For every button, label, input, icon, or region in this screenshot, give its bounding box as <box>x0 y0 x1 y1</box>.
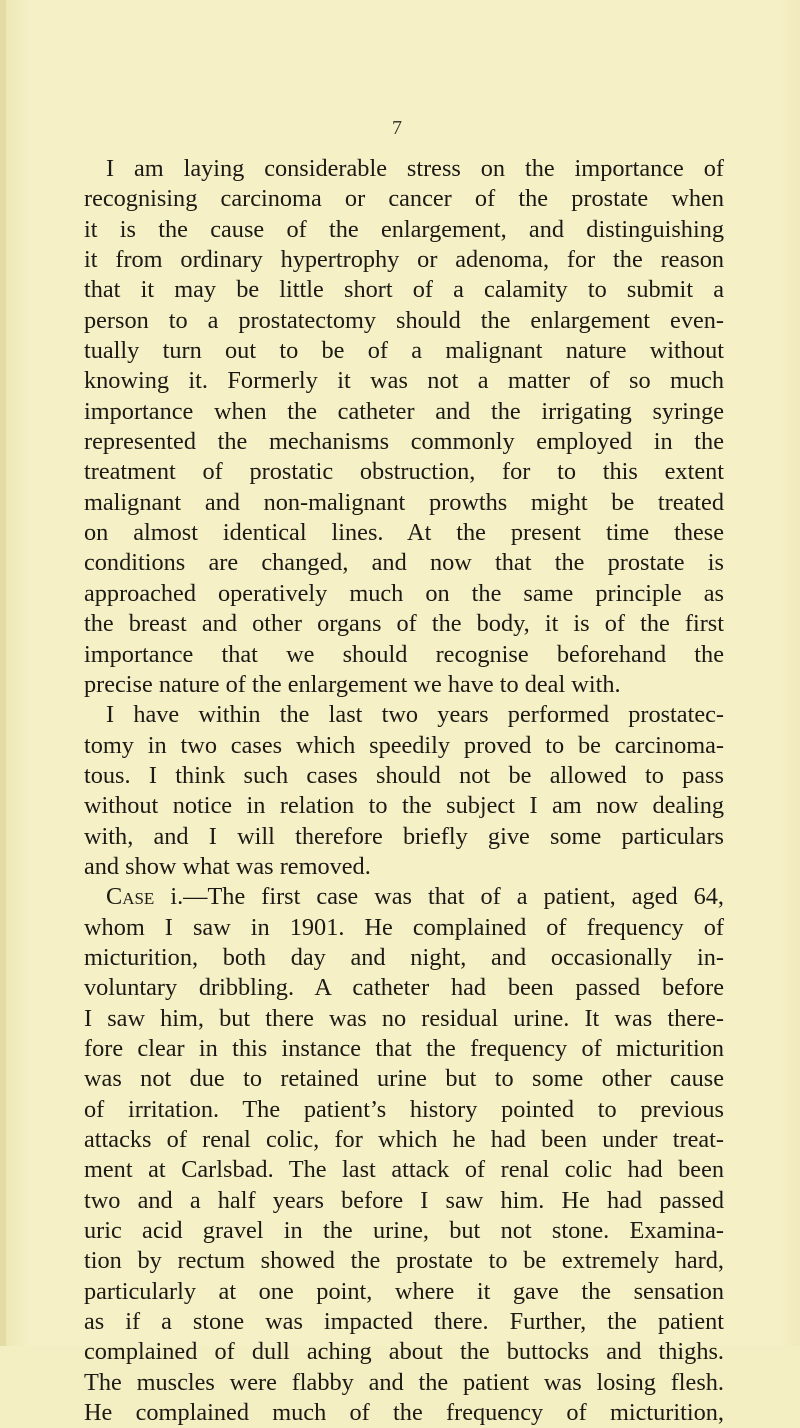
text-line: I am laying considerable stress on the importance of <box>106 155 724 182</box>
text-line: tomy in two cases which speedily proved to be carcinoma- <box>84 731 724 759</box>
text-line: precise nature of the enlargement we have to deal with. <box>84 670 621 698</box>
page-number: 7 <box>392 117 402 139</box>
text-line: approached operatively much on the same principle as <box>84 579 724 607</box>
case-heading: Case <box>106 883 155 911</box>
text-line: complained of dull aching about the buttocks and thighs. <box>84 1338 724 1366</box>
text-line: The muscles were flabby and the patient was losing flesh. <box>84 1368 724 1396</box>
text-line: He complained much of the frequency of micturition, <box>84 1399 724 1427</box>
page-edge <box>0 0 6 1346</box>
text-line: it from ordinary hypertrophy or adenoma, for the reason <box>84 246 724 274</box>
text-line: two and a half years before I saw him. He had passed <box>84 1186 724 1214</box>
text-line: represented the mechanisms commonly employed in the <box>84 428 724 456</box>
text-line: importance when the catheter and the irrigating syringe <box>84 397 724 425</box>
text-line: I saw him, but there was no residual urine. It was there- <box>84 1004 724 1032</box>
text-line: with, and I will therefore briefly give some particulars <box>84 822 724 850</box>
text-line: attacks of renal colic, for which he had been under treat- <box>84 1126 724 1153</box>
text-line: that it may be little short of a calamity to submit a <box>84 276 724 304</box>
text-line: as if a stone was impacted there. Further, the patient <box>84 1308 724 1336</box>
text-line: treatment of prostatic obstruction, for to this extent <box>84 458 724 486</box>
text-line: ment at Carlsbad. The last attack of renal colic had been <box>84 1156 724 1184</box>
text-line: uric acid gravel in the urine, but not stone. Examina- <box>84 1217 724 1245</box>
text-line: knowing it. Formerly it was not a matter of so much <box>84 367 724 395</box>
text-line: Case i.—The first case was that of a patient, aged 64, <box>106 883 724 911</box>
text-line: it is the cause of the enlargement, and distinguishing <box>84 215 724 243</box>
text-line: voluntary dribbling. A catheter had been passed before <box>84 974 724 1002</box>
text-line: particularly at one point, where it gave the sensation <box>84 1277 724 1305</box>
text-line: fore clear in this instance that the frequency of micturition <box>84 1034 724 1062</box>
text-line: I have within the last two years performed prostatec- <box>106 701 724 729</box>
text-line: person to a prostatectomy should the enlargement even- <box>84 306 724 334</box>
text-line: malignant and non-malignant prowths might be treated <box>84 488 724 516</box>
text-line: on almost identical lines. At the present time these <box>84 519 724 547</box>
text-line: of irritation. The patient’s history pointed to previous <box>84 1095 724 1123</box>
text-line: the breast and other organs of the body, it is of the first <box>84 610 724 638</box>
text-line: tually turn out to be of a malignant nature without <box>84 337 724 365</box>
text-line: tion by rectum showed the prostate to be extremely hard, <box>84 1247 724 1275</box>
body-text <box>84 154 724 1428</box>
text-line: recognising carcinoma or cancer of the prostate when <box>84 185 724 213</box>
text-line: micturition, both day and night, and occasionally in- <box>84 943 724 971</box>
text-line: conditions are changed, and now that the prostate is <box>84 549 724 577</box>
text-line: without notice in relation to the subject I am now dealing <box>84 792 724 820</box>
text-line: was not due to retained urine but to some other cause <box>84 1065 724 1093</box>
text-line: importance that we should recognise beforehand the <box>84 640 724 668</box>
text-line: whom I saw in 1901. He complained of frequency of <box>84 913 724 941</box>
text-line: tous. I think such cases should not be allowed to pass <box>84 761 724 789</box>
text-line: and show what was removed. <box>84 852 371 880</box>
